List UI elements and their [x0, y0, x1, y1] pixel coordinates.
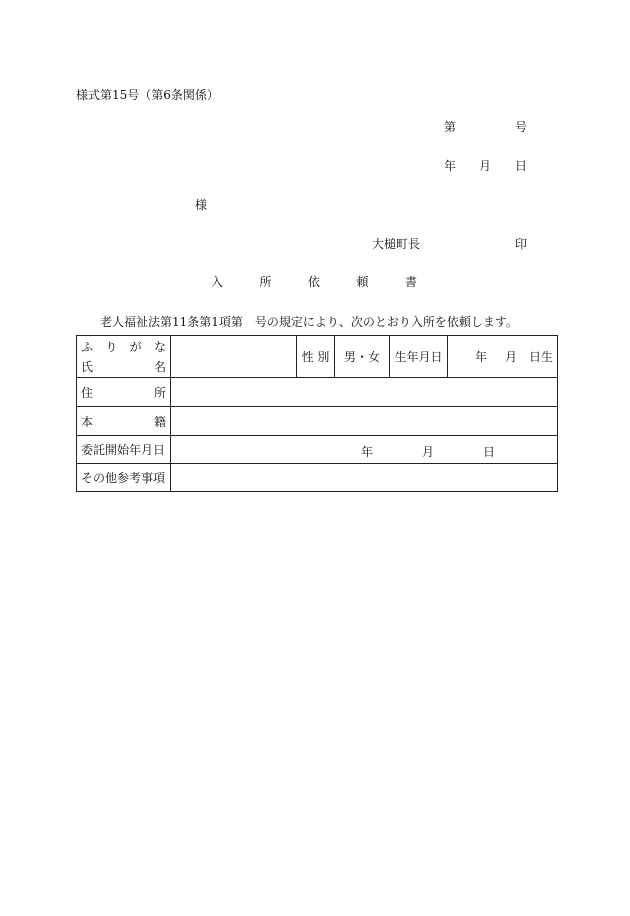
sender-name: 大槌町長 [372, 237, 421, 251]
start-date-label: 委託開始年月日 [77, 435, 171, 463]
start-date-input[interactable] [171, 435, 558, 463]
gender-label: 性 別 [297, 336, 335, 378]
doc-number-suffix: 号 [515, 120, 528, 134]
doc-number-prefix: 第 [444, 120, 457, 134]
birth-year-unit: 年 [474, 350, 487, 365]
table-row [77, 378, 558, 407]
furigana-label: ふ り が な [81, 339, 166, 354]
form-number: 様式第15号（第6条関係） [76, 88, 219, 102]
birth-month-unit: 月 [504, 350, 517, 365]
table-row [77, 463, 558, 491]
domicile-input[interactable] [171, 407, 558, 435]
name-label: 氏 名 [81, 359, 166, 374]
address-label: 住 所 [77, 378, 171, 407]
title-char: 入 [211, 275, 224, 289]
table-row [77, 407, 558, 435]
date-day: 日 [515, 159, 528, 173]
furigana-name-label [77, 336, 171, 378]
birth-day-unit: 日生 [528, 350, 553, 365]
other-notes-input[interactable] [171, 463, 558, 491]
domicile-label: 本 籍 [77, 407, 171, 435]
title-char: 依 [307, 275, 320, 289]
name-input[interactable] [171, 336, 297, 378]
table-row [77, 336, 558, 378]
start-month-unit: 月 [422, 444, 435, 459]
birth-date-input[interactable] [448, 336, 558, 378]
request-form-table [76, 335, 558, 492]
intro-text: 老人福祉法第11条第1項第 号の規定により、次のとおり入所を依頼します。 [100, 315, 518, 329]
addressee-honorific: 様 [195, 198, 208, 212]
start-day-unit: 日 [483, 444, 496, 459]
gender-options[interactable]: 男・女 [335, 336, 390, 378]
sender-seal: 印 [515, 237, 528, 251]
other-notes-label: その他参考事項 [77, 463, 171, 491]
date-year: 年 [444, 159, 457, 173]
start-year-unit: 年 [361, 444, 374, 459]
document-title [211, 273, 417, 290]
title-char: 頼 [356, 275, 369, 289]
date-month: 月 [479, 159, 492, 173]
table-row [77, 435, 558, 463]
title-char: 所 [259, 275, 272, 289]
title-char: 書 [404, 275, 417, 289]
address-input[interactable] [171, 378, 558, 407]
birth-date-label: 生年月日 [390, 336, 448, 378]
